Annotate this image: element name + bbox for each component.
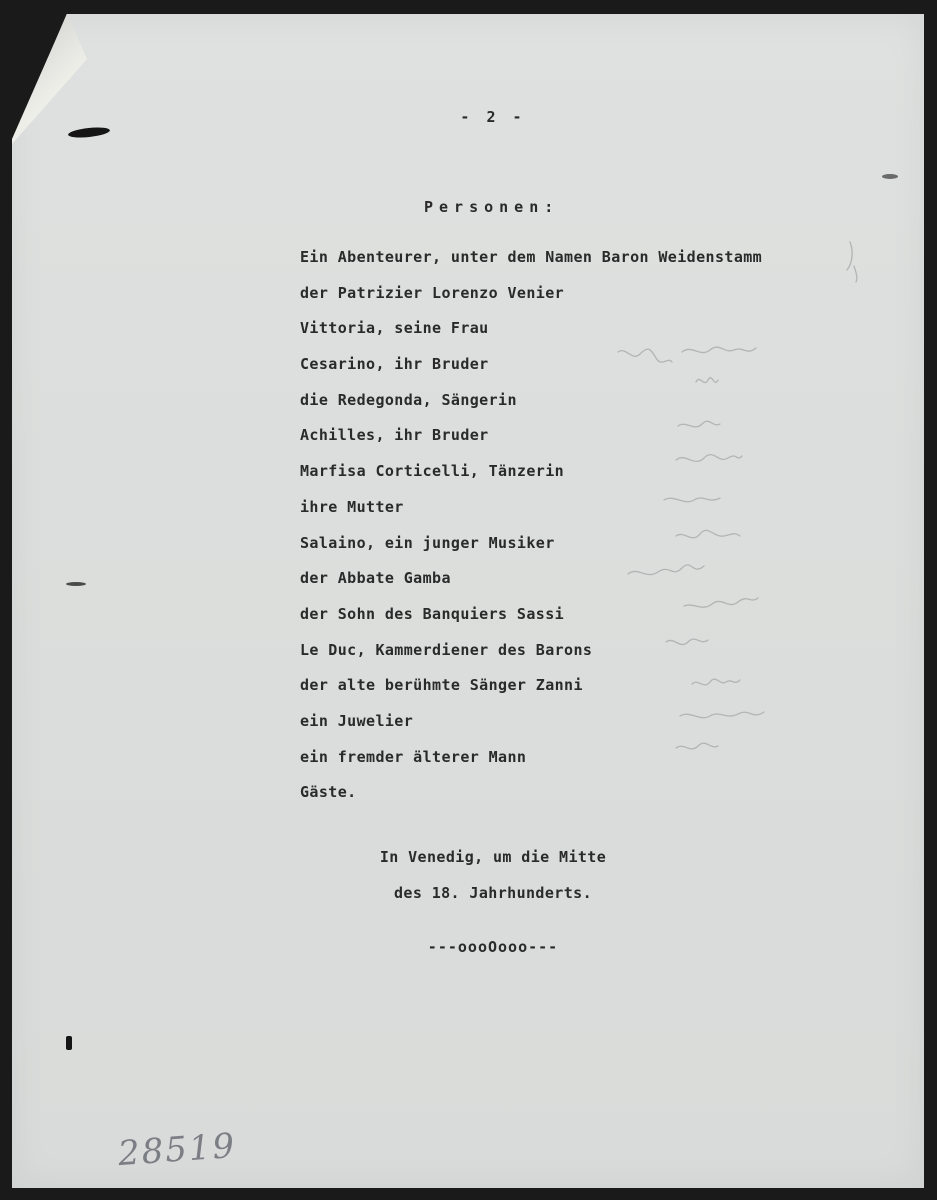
cast-item: Ein Abenteurer, unter dem Namen Baron Weidenstamm [300,248,763,266]
cast-item: ein Juwelier [300,711,414,730]
setting-line-2: des 18. Jahrhunderts. [393,884,593,902]
cast-item: die Redegonda, Sängerin [300,390,517,409]
cast-list [300,246,762,817]
ink-blot-mark [66,1036,72,1050]
cast-item: der Sohn des Banquiers Sassi [300,604,565,623]
setting-line-1: In Venedig, um die Mitte [379,848,607,866]
cast-item: Marfisa Corticelli, Tänzerin [300,462,565,481]
cast-item: Le Duc, Kammerdiener des Barons [300,640,593,659]
separator: ---oooOooo--- [427,938,559,956]
cast-heading: Personen: [424,198,560,216]
cast-item: Cesarino, ihr Bruder [300,355,489,374]
cast-item: Achilles, ihr Bruder [300,426,489,445]
archive-number: 28519 [116,1125,238,1175]
cast-item: ihre Mutter [300,497,404,516]
cast-item: ein fremder älterer Mann [300,747,527,766]
page-number: - 2 - [460,108,526,126]
cast-item: der alte berühmte Sänger Zanni [300,676,583,695]
cast-item: Vittoria, seine Frau [300,319,489,338]
cast-item: der Patrizier Lorenzo Venier [300,283,565,302]
cast-item: der Abbate Gamba [300,569,451,588]
ink-blot-mark [66,582,86,586]
cast-item: Salaino, ein junger Musiker [300,533,555,552]
ink-blot-mark [882,174,898,179]
cast-item: Gäste. [300,783,357,802]
